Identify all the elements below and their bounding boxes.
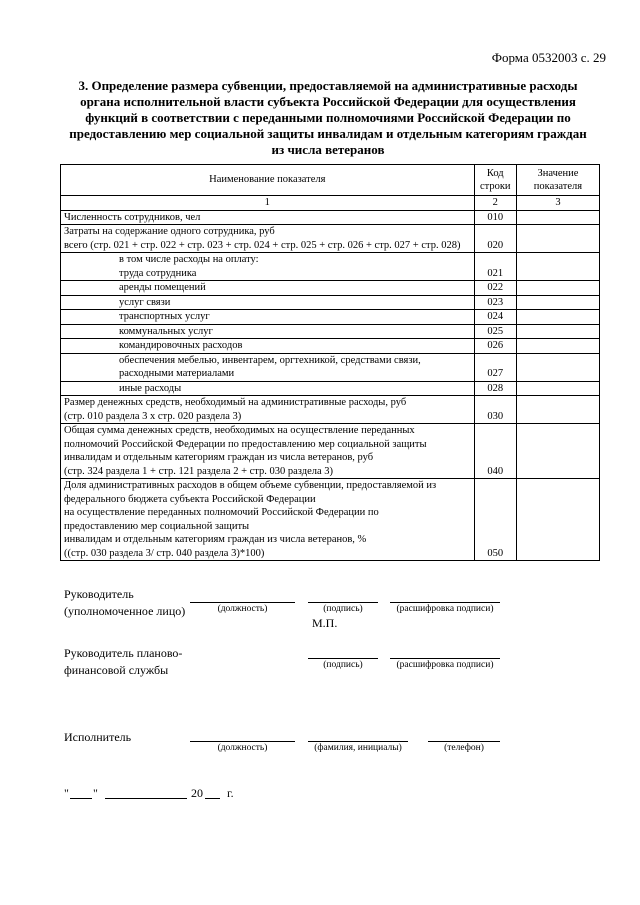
row-code: 010 xyxy=(474,210,516,225)
row-value-cell[interactable] xyxy=(516,253,599,281)
table-row xyxy=(61,381,600,396)
row-value-cell[interactable] xyxy=(516,210,599,225)
form-number: Форма 0532003 с. 29 xyxy=(491,50,606,65)
position-caption: (должность) xyxy=(217,604,268,614)
row-code: 024 xyxy=(474,310,516,325)
column-numbers-row xyxy=(61,196,600,211)
section-title: 3. Определение размера субвенции, предоставляемой на административные расходы органа исполнительной власти субъекта Российской Федерации для осуществления функций в соответствии с переданными полномочиями Российской Федерации по предоставлению мер социальной защиты инвалидам и отдельным категориям граждан из числа ветеранов xyxy=(69,78,587,157)
row-code: 021 xyxy=(474,253,516,281)
header-code: Код строки xyxy=(474,165,516,196)
row-value-cell[interactable] xyxy=(516,310,599,325)
finance-decoding-line[interactable] xyxy=(390,658,500,659)
column-number-1: 1 xyxy=(61,196,475,211)
signature-caption: (подпись) xyxy=(323,604,363,614)
row-code: 022 xyxy=(474,281,516,296)
row-name: Затраты на содержание одного сотрудника, руб всего (стр. 021 + стр. 022 + стр. 023 + стр. 024 + стр. 025 + стр. 026 + стр. 027 + стр. 028) xyxy=(61,225,475,253)
date-year-prefix: 20 xyxy=(191,786,203,800)
table-header-row xyxy=(61,165,600,196)
date-year-suffix: г. xyxy=(227,786,234,800)
date-day-line[interactable] xyxy=(70,798,92,799)
row-value-cell[interactable] xyxy=(516,353,599,381)
row-name: коммунальных услуг xyxy=(61,324,475,339)
row-name: в том числе расходы на оплату: труда сотрудника xyxy=(61,253,475,281)
row-name: иные расходы xyxy=(61,381,475,396)
row-code: 023 xyxy=(474,295,516,310)
row-value-cell[interactable] xyxy=(516,225,599,253)
finance-head-label: Руководитель планово- финансовой службы xyxy=(64,646,183,677)
signature-line[interactable] xyxy=(308,602,378,603)
row-value-cell[interactable] xyxy=(516,339,599,354)
table-row xyxy=(61,210,600,225)
table-row xyxy=(61,295,600,310)
executor-position-line[interactable] xyxy=(190,741,295,742)
executor-label: Исполнитель xyxy=(64,730,132,744)
row-code: 040 xyxy=(474,424,516,479)
row-name: обеспечения мебелью, инвентарем, оргтехникой, средствами связи, расходными материалами xyxy=(61,353,475,381)
table-row xyxy=(61,281,600,296)
finance-signature-caption: (подпись) xyxy=(323,660,363,670)
table-row xyxy=(61,310,600,325)
table-row xyxy=(61,339,600,354)
row-value-cell[interactable] xyxy=(516,479,599,561)
row-name: услуг связи xyxy=(61,295,475,310)
indicators-table xyxy=(60,164,600,561)
date-year-line[interactable] xyxy=(205,798,220,799)
finance-decoding-caption: (расшифровка подписи) xyxy=(396,660,494,670)
table-row xyxy=(61,353,600,381)
table-row xyxy=(61,479,600,561)
row-code: 027 xyxy=(474,353,516,381)
executor-position-caption: (должность) xyxy=(217,743,268,753)
row-value-cell[interactable] xyxy=(516,281,599,296)
row-name: транспортных услуг xyxy=(61,310,475,325)
executor-name-line[interactable] xyxy=(308,741,408,742)
table-row xyxy=(61,225,600,253)
row-name: Доля административных расходов в общем объеме субвенции, предоставляемой из федерального бюджета субъекта Российской Федерации на осуществление переданных полномочий Российской Федерации по предоставлению мер социальной защиты инвалидам и отдельным категориям граждан из числа ветеранов, % ((стр. 030 раздела 3/ стр. 040 раздела 3)*100) xyxy=(61,479,475,561)
table-row xyxy=(61,424,600,479)
row-code: 025 xyxy=(474,324,516,339)
header-name: Наименование показателя xyxy=(61,165,475,196)
head-label: Руководитель (уполномоченное лицо) xyxy=(64,587,186,618)
row-value-cell[interactable] xyxy=(516,324,599,339)
date-quote-open: " xyxy=(64,786,69,800)
finance-signature-line[interactable] xyxy=(308,658,378,659)
row-code: 026 xyxy=(474,339,516,354)
row-code: 020 xyxy=(474,225,516,253)
column-number-3: 3 xyxy=(516,196,599,211)
row-value-cell[interactable] xyxy=(516,381,599,396)
table-row xyxy=(61,253,600,281)
row-name: Численность сотрудников, чел xyxy=(61,210,475,225)
row-code: 028 xyxy=(474,381,516,396)
position-line[interactable] xyxy=(190,602,295,603)
decoding-line[interactable] xyxy=(390,602,500,603)
table-row xyxy=(61,396,600,424)
row-name: Размер денежных средств, необходимый на административные расходы, руб (стр. 010 раздела 3 х стр. 020 раздела 3) xyxy=(61,396,475,424)
stamp-place: М.П. xyxy=(312,616,338,630)
header-value: Значение показателя xyxy=(516,165,599,196)
row-name: аренды помещений xyxy=(61,281,475,296)
row-code: 030 xyxy=(474,396,516,424)
row-value-cell[interactable] xyxy=(516,295,599,310)
row-value-cell[interactable] xyxy=(516,424,599,479)
executor-name-caption: (фамилия, инициалы) xyxy=(314,743,402,753)
row-name: Общая сумма денежных средств, необходимых на осуществление переданных полномочий Российской Федерации по предоставлению мер социальной защиты инвалидам и отдельным категориям граждан из числа ветеранов, руб (стр. 324 раздела 1 + стр. 121 раздела 2 + стр. 030 раздела 3) xyxy=(61,424,475,479)
column-number-2: 2 xyxy=(474,196,516,211)
date-month-line[interactable] xyxy=(105,798,187,799)
decoding-caption: (расшифровка подписи) xyxy=(396,604,494,614)
executor-phone-caption: (телефон) xyxy=(444,743,484,753)
table-row xyxy=(61,324,600,339)
executor-phone-line[interactable] xyxy=(428,741,500,742)
date-quote-close: " xyxy=(93,786,98,800)
row-value-cell[interactable] xyxy=(516,396,599,424)
row-code: 050 xyxy=(474,479,516,561)
row-name: командировочных расходов xyxy=(61,339,475,354)
